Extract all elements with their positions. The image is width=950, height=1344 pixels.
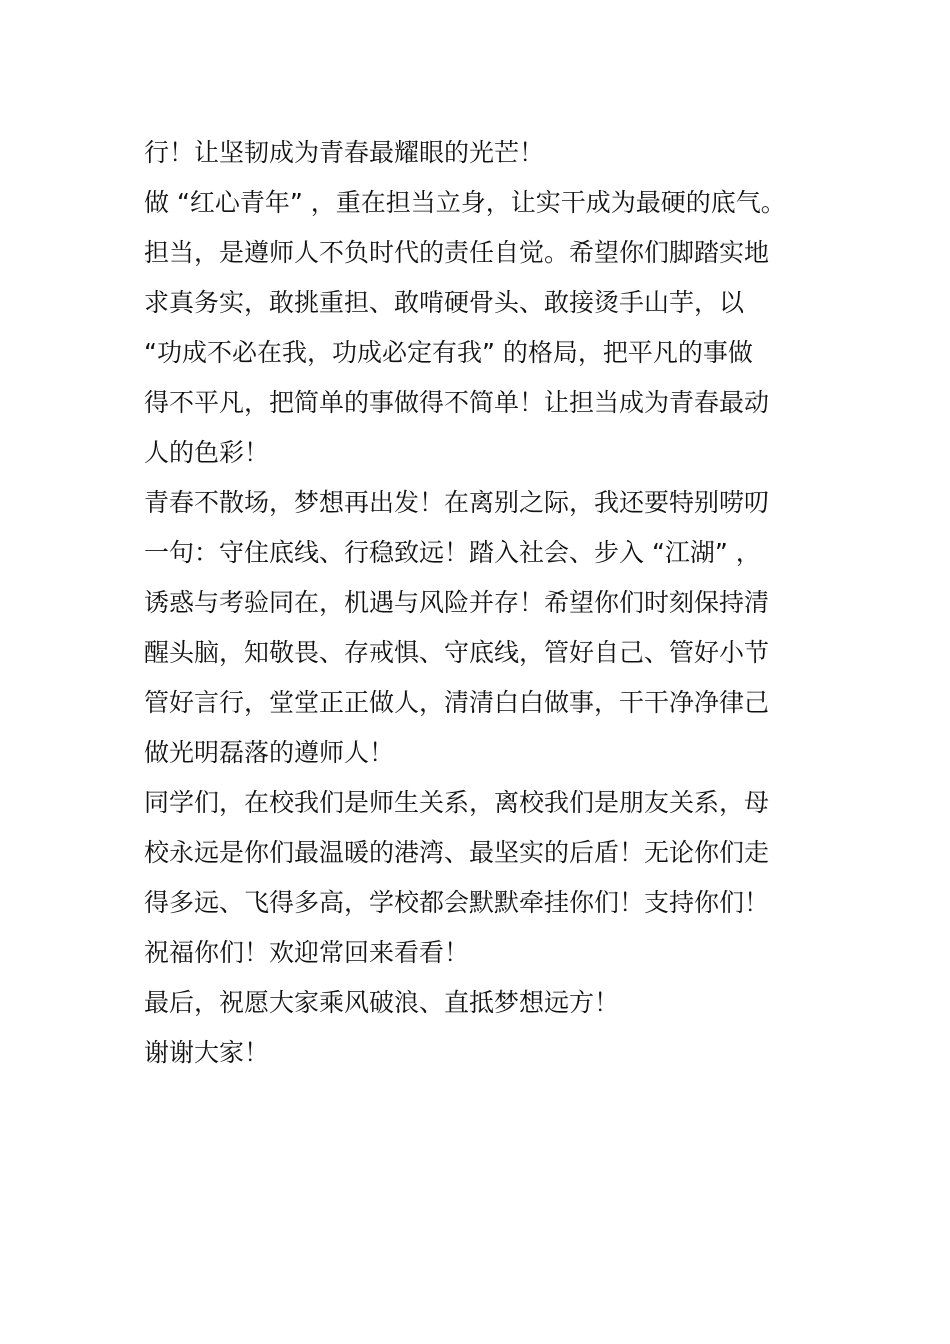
text-line: 一句：守住底线、行稳致远！踏入社会、步入 “江湖” ， xyxy=(144,538,761,567)
text-line: 求真务实，敢挑重担、敢啃硬骨头、敢接烫手山芋，以 xyxy=(144,288,745,317)
text-line: 做 “红心青年” ，重在担当立身，让实干成为最硬的底气。 xyxy=(144,188,786,217)
text-line: 得多远、飞得多高，学校都会默默牵挂你们！支持你们！ xyxy=(144,888,770,917)
text-line: 青春不散场，梦想再出发！在离别之际，我还要特别唠叨 xyxy=(144,488,770,517)
text-line: 最后，祝愿大家乘风破浪、直抵梦想远方！ xyxy=(144,988,620,1017)
text-line: 祝福你们！欢迎常回来看看！ xyxy=(144,938,470,967)
text-line: 谢谢大家！ xyxy=(144,1038,270,1067)
text-line: “功成不必在我，功成必定有我” 的格局，把平凡的事做 xyxy=(144,338,753,367)
text-line: 担当，是遵师人不负时代的责任自觉。希望你们脚踏实地 xyxy=(144,238,770,267)
text-line: 管好言行，堂堂正正做人，清清白白做事，干干净净律己 xyxy=(144,688,770,717)
speech-text-body xyxy=(144,128,814,1078)
text-line: 校永远是你们最温暖的港湾、最坚实的后盾！无论你们走 xyxy=(144,838,770,867)
text-line: 行！让坚韧成为青春最耀眼的光芒！ xyxy=(144,138,545,167)
text-line: 做光明磊落的遵师人！ xyxy=(144,738,395,767)
text-line: 醒头脑，知敬畏、存戒惧、守底线，管好自己、管好小节 xyxy=(144,638,770,667)
text-line: 诱惑与考验同在，机遇与风险并存！希望你们时刻保持清 xyxy=(144,588,770,617)
text-line: 得不平凡，把简单的事做得不简单！让担当成为青春最动 xyxy=(144,388,770,417)
text-line: 同学们，在校我们是师生关系，离校我们是朋友关系，母 xyxy=(144,788,770,817)
text-line: 人的色彩！ xyxy=(144,438,270,467)
